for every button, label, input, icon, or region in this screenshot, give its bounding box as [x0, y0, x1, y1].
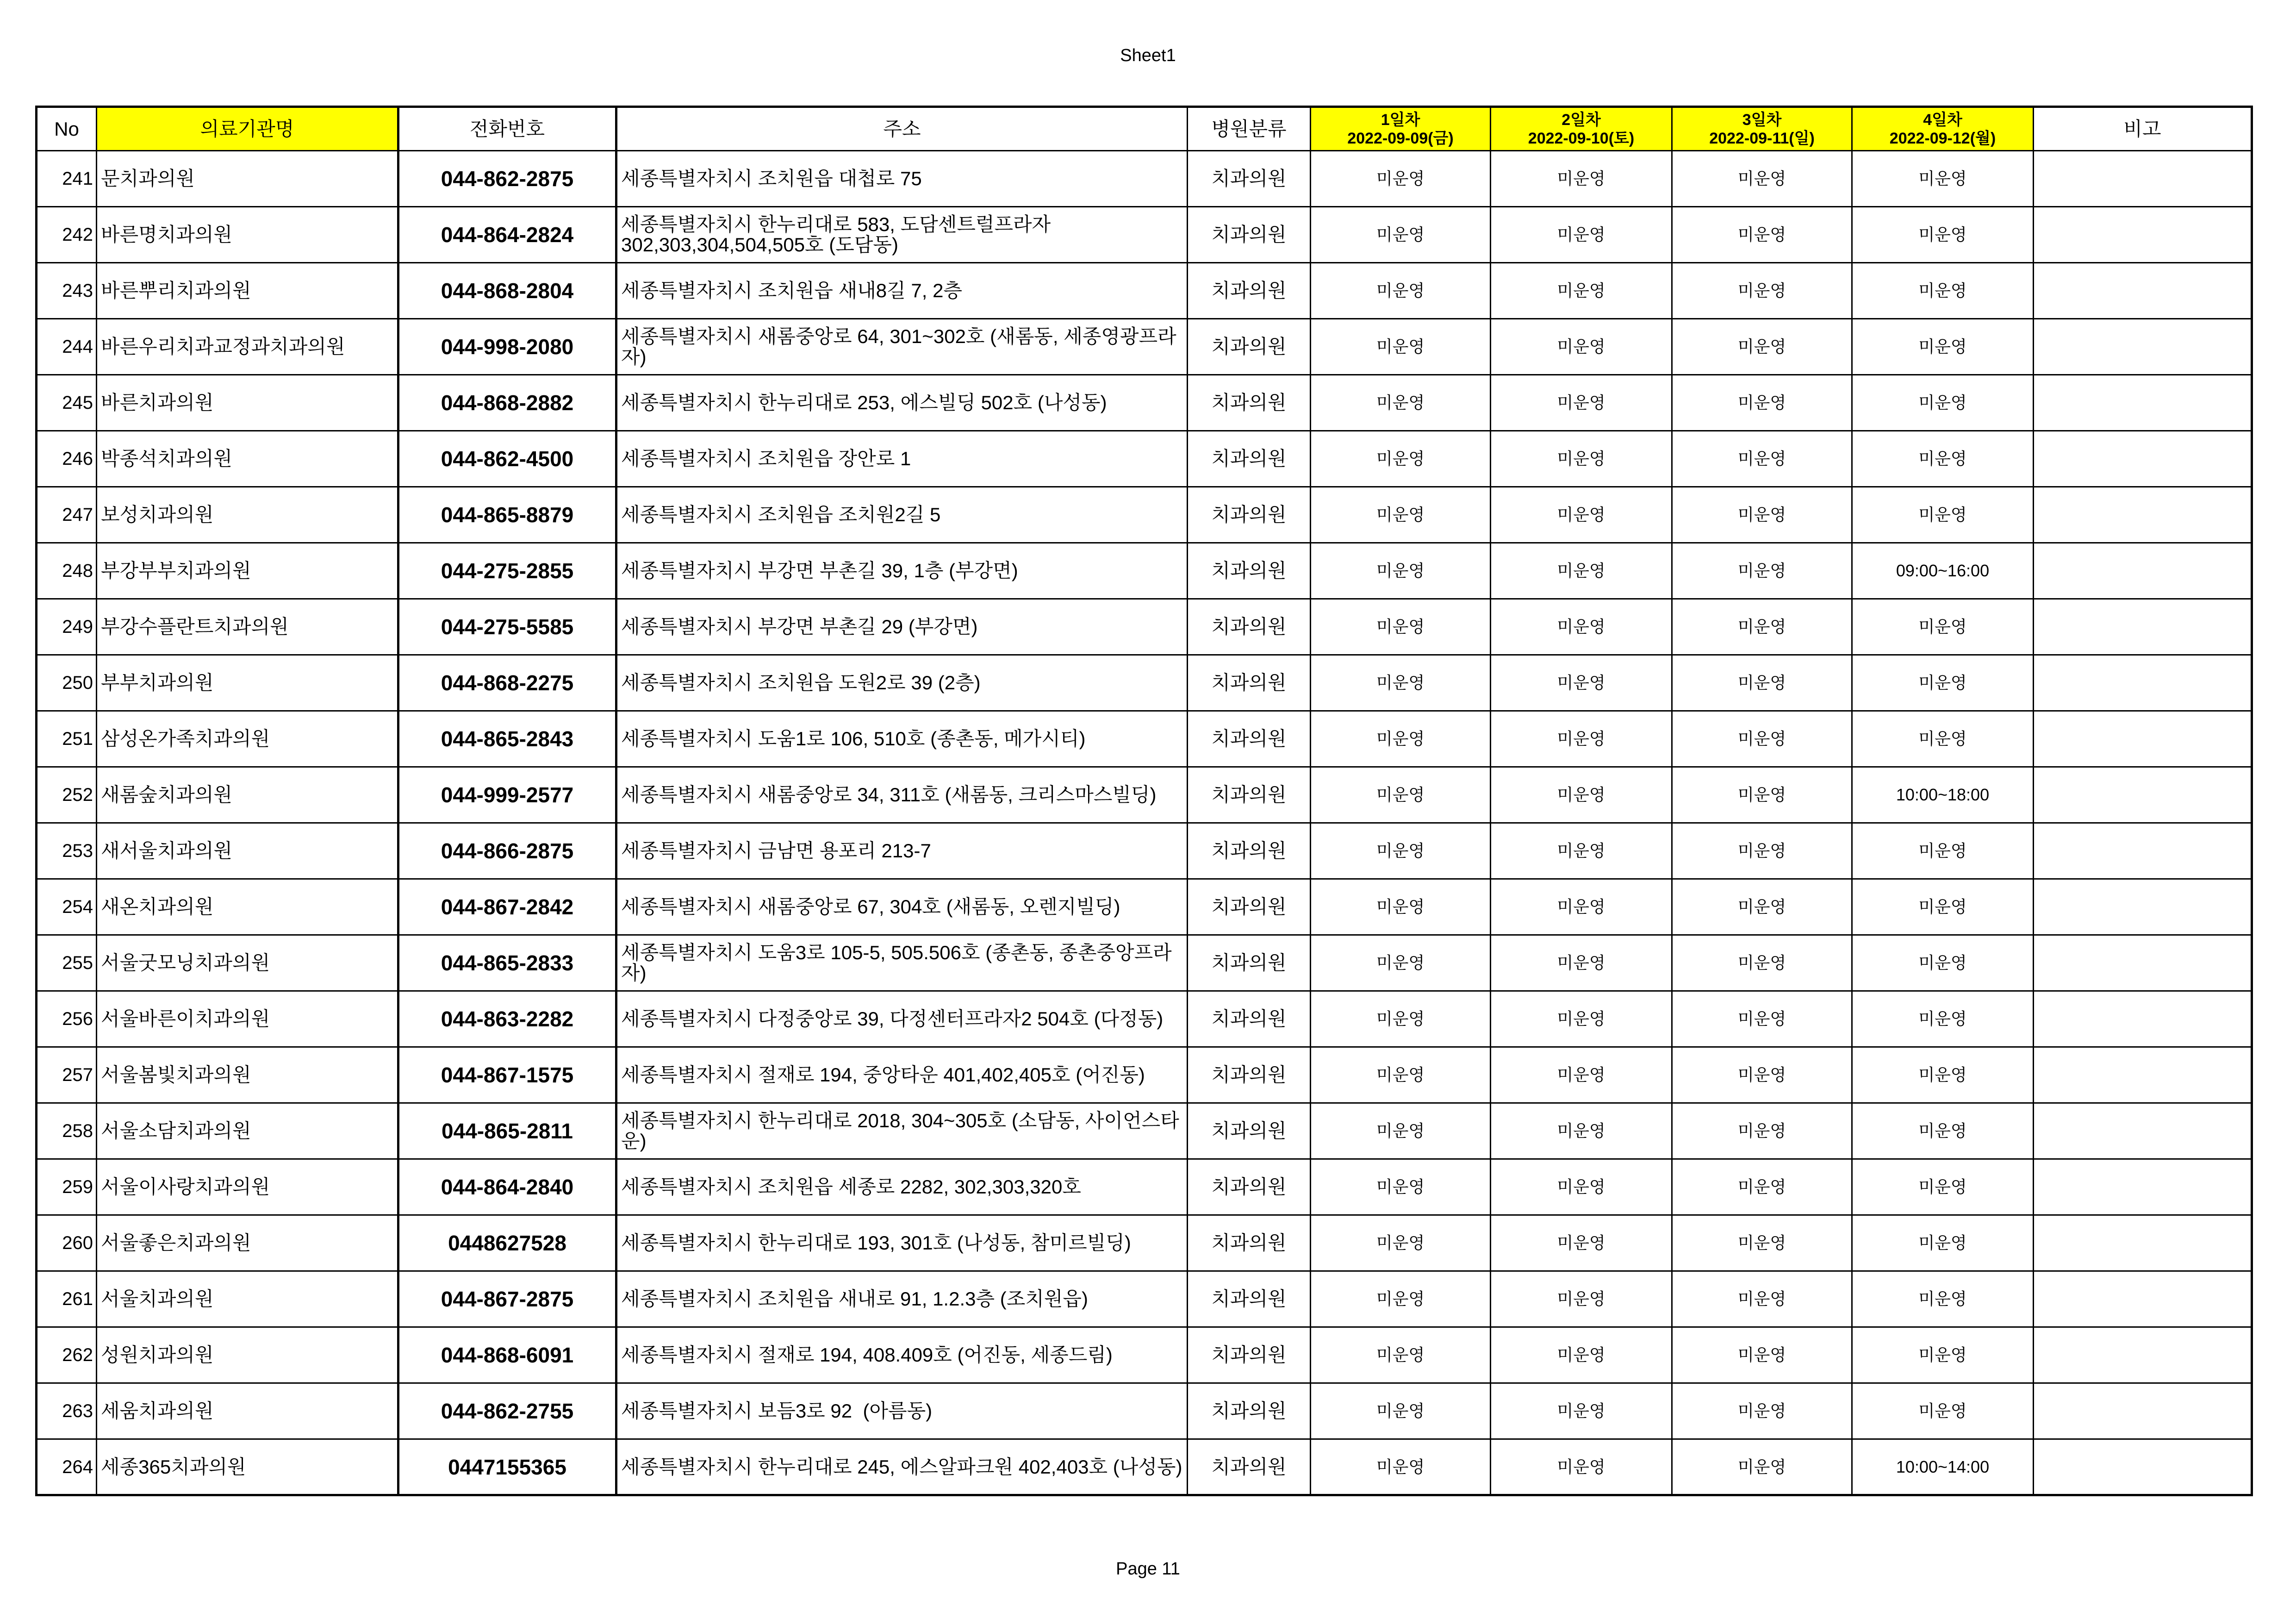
- cell-address: 세종특별자치시 새롬중앙로 34, 311호 (새롬동, 크리스마스빌딩): [616, 767, 1188, 823]
- cell-category: 치과의원: [1188, 1271, 1311, 1327]
- cell-day2: 미운영: [1491, 991, 1672, 1047]
- cell-day1: 미운영: [1311, 599, 1491, 655]
- cell-day2: 미운영: [1491, 207, 1672, 263]
- cell-name: 문치과의원: [97, 151, 398, 207]
- cell-note: [2034, 375, 2252, 431]
- page-number: Page 11: [1116, 1559, 1180, 1579]
- hospital-table: [35, 106, 2253, 1496]
- cell-name: 서울좋은치과의원: [97, 1215, 398, 1271]
- table-row: [37, 767, 2252, 823]
- cell-day3: 미운영: [1672, 599, 1852, 655]
- cell-day1: 미운영: [1311, 207, 1491, 263]
- header-day2-date: 2022-09-10(토): [1528, 129, 1635, 147]
- cell-phone: 044-868-6091: [398, 1327, 616, 1383]
- cell-name: 부강부부치과의원: [97, 543, 398, 599]
- cell-name: 부부치과의원: [97, 655, 398, 711]
- cell-category: 치과의원: [1188, 1215, 1311, 1271]
- cell-address: 세종특별자치시 조치원읍 새내로 91, 1.2.3층 (조치원읍): [616, 1271, 1188, 1327]
- cell-day1: 미운영: [1311, 431, 1491, 487]
- cell-day2: 미운영: [1491, 487, 1672, 543]
- table-row: [37, 1047, 2252, 1103]
- cell-name: 바른명치과의원: [97, 207, 398, 263]
- cell-day4: 미운영: [1852, 935, 2034, 991]
- cell-category: 치과의원: [1188, 1103, 1311, 1159]
- header-day1-date: 2022-09-09(금): [1347, 129, 1454, 147]
- table-row: [37, 375, 2252, 431]
- cell-no: 249: [37, 599, 97, 655]
- cell-address: 세종특별자치시 금남면 용포리 213-7: [616, 823, 1188, 879]
- cell-day4: 미운영: [1852, 1047, 2034, 1103]
- cell-day3: 미운영: [1672, 487, 1852, 543]
- cell-day4: 미운영: [1852, 1159, 2034, 1215]
- cell-day3: 미운영: [1672, 1439, 1852, 1495]
- header-day1: [1311, 107, 1491, 151]
- cell-name: 서울봄빛치과의원: [97, 1047, 398, 1103]
- cell-day2: 미운영: [1491, 1383, 1672, 1439]
- cell-day3: 미운영: [1672, 991, 1852, 1047]
- cell-no: 252: [37, 767, 97, 823]
- cell-day2: 미운영: [1491, 1047, 1672, 1103]
- cell-address: 세종특별자치시 한누리대로 245, 에스알파크원 402,403호 (나성동): [616, 1439, 1188, 1495]
- cell-address: 세종특별자치시 한누리대로 193, 301호 (나성동, 참미르빌딩): [616, 1215, 1188, 1271]
- cell-phone: 044-865-2833: [398, 935, 616, 991]
- cell-name: 서울소담치과의원: [97, 1103, 398, 1159]
- cell-day3: 미운영: [1672, 151, 1852, 207]
- cell-day3: 미운영: [1672, 1383, 1852, 1439]
- cell-day1: 미운영: [1311, 1047, 1491, 1103]
- header-phone: 전화번호: [398, 107, 616, 151]
- cell-name: 세종365치과의원: [97, 1439, 398, 1495]
- cell-phone: 044-864-2824: [398, 207, 616, 263]
- header-day4: [1852, 107, 2034, 151]
- cell-note: [2034, 935, 2252, 991]
- cell-day1: 미운영: [1311, 711, 1491, 767]
- cell-category: 치과의원: [1188, 207, 1311, 263]
- cell-day1: 미운영: [1311, 1215, 1491, 1271]
- cell-note: [2034, 1047, 2252, 1103]
- cell-day3: 미운영: [1672, 543, 1852, 599]
- cell-note: [2034, 1159, 2252, 1215]
- cell-note: [2034, 487, 2252, 543]
- cell-category: 치과의원: [1188, 375, 1311, 431]
- cell-phone: 044-868-2275: [398, 655, 616, 711]
- cell-category: 치과의원: [1188, 543, 1311, 599]
- cell-day2: 미운영: [1491, 1439, 1672, 1495]
- header-category: 병원분류: [1188, 107, 1311, 151]
- cell-note: [2034, 767, 2252, 823]
- cell-note: [2034, 599, 2252, 655]
- cell-no: 263: [37, 1383, 97, 1439]
- cell-no: 248: [37, 543, 97, 599]
- cell-address: 세종특별자치시 한누리대로 253, 에스빌딩 502호 (나성동): [616, 375, 1188, 431]
- cell-day1: 미운영: [1311, 879, 1491, 935]
- cell-phone: 044-867-1575: [398, 1047, 616, 1103]
- cell-day2: 미운영: [1491, 151, 1672, 207]
- cell-category: 치과의원: [1188, 1327, 1311, 1383]
- cell-day1: 미운영: [1311, 991, 1491, 1047]
- cell-note: [2034, 655, 2252, 711]
- cell-day3: 미운영: [1672, 263, 1852, 319]
- cell-note: [2034, 823, 2252, 879]
- cell-day2: 미운영: [1491, 1327, 1672, 1383]
- cell-day1: 미운영: [1311, 543, 1491, 599]
- cell-name: 새온치과의원: [97, 879, 398, 935]
- cell-day3: 미운영: [1672, 767, 1852, 823]
- cell-day1: 미운영: [1311, 151, 1491, 207]
- cell-no: 261: [37, 1271, 97, 1327]
- cell-no: 253: [37, 823, 97, 879]
- table-row: [37, 991, 2252, 1047]
- cell-day4: 미운영: [1852, 991, 2034, 1047]
- cell-category: 치과의원: [1188, 767, 1311, 823]
- cell-day2: 미운영: [1491, 935, 1672, 991]
- cell-category: 치과의원: [1188, 1159, 1311, 1215]
- cell-day1: 미운영: [1311, 319, 1491, 375]
- cell-name: 삼성온가족치과의원: [97, 711, 398, 767]
- cell-name: 성원치과의원: [97, 1327, 398, 1383]
- cell-name: 서울치과의원: [97, 1271, 398, 1327]
- cell-day4: 미운영: [1852, 823, 2034, 879]
- cell-note: [2034, 1271, 2252, 1327]
- cell-address: 세종특별자치시 조치원읍 도원2로 39 (2층): [616, 655, 1188, 711]
- cell-day4: 미운영: [1852, 879, 2034, 935]
- cell-note: [2034, 711, 2252, 767]
- cell-day1: 미운영: [1311, 1159, 1491, 1215]
- cell-day1: 미운영: [1311, 487, 1491, 543]
- cell-day3: 미운영: [1672, 1047, 1852, 1103]
- cell-day2: 미운영: [1491, 431, 1672, 487]
- cell-day4: 미운영: [1852, 1383, 2034, 1439]
- cell-phone: 044-866-2875: [398, 823, 616, 879]
- cell-no: 254: [37, 879, 97, 935]
- cell-address: 세종특별자치시 한누리대로 583, 도담센트럴프라자 302,303,304,504,505호 (도담동): [616, 207, 1188, 263]
- cell-note: [2034, 431, 2252, 487]
- cell-no: 258: [37, 1103, 97, 1159]
- header-day3-date: 2022-09-11(일): [1709, 129, 1815, 147]
- cell-day2: 미운영: [1491, 823, 1672, 879]
- table-row: [37, 823, 2252, 879]
- table-row: [37, 599, 2252, 655]
- cell-category: 치과의원: [1188, 599, 1311, 655]
- cell-address: 세종특별자치시 조치원읍 새내8길 7, 2층: [616, 263, 1188, 319]
- cell-category: 치과의원: [1188, 711, 1311, 767]
- cell-note: [2034, 1383, 2252, 1439]
- cell-address: 세종특별자치시 새롬중앙로 64, 301~302호 (새롬동, 세종영광프라자): [616, 319, 1188, 375]
- header-day1-label: 1일차: [1381, 111, 1420, 129]
- cell-phone: 044-865-2811: [398, 1103, 616, 1159]
- cell-day2: 미운영: [1491, 1271, 1672, 1327]
- header-day3-label: 3일차: [1742, 111, 1782, 129]
- cell-day2: 미운영: [1491, 599, 1672, 655]
- cell-day4: 미운영: [1852, 319, 2034, 375]
- cell-day4: 미운영: [1852, 207, 2034, 263]
- table-row: [37, 711, 2252, 767]
- cell-day3: 미운영: [1672, 711, 1852, 767]
- cell-category: 치과의원: [1188, 487, 1311, 543]
- cell-phone: 0448627528: [398, 1215, 616, 1271]
- cell-no: 257: [37, 1047, 97, 1103]
- cell-phone: 044-867-2875: [398, 1271, 616, 1327]
- cell-day1: 미운영: [1311, 1271, 1491, 1327]
- table-row: [37, 319, 2252, 375]
- cell-no: 246: [37, 431, 97, 487]
- cell-day2: 미운영: [1491, 263, 1672, 319]
- cell-day4: 미운영: [1852, 711, 2034, 767]
- cell-day1: 미운영: [1311, 655, 1491, 711]
- table-row: [37, 1271, 2252, 1327]
- cell-note: [2034, 207, 2252, 263]
- cell-category: 치과의원: [1188, 991, 1311, 1047]
- cell-address: 세종특별자치시 절재로 194, 408.409호 (어진동, 세종드림): [616, 1327, 1188, 1383]
- cell-category: 치과의원: [1188, 431, 1311, 487]
- cell-day1: 미운영: [1311, 263, 1491, 319]
- cell-category: 치과의원: [1188, 151, 1311, 207]
- cell-day3: 미운영: [1672, 1215, 1852, 1271]
- cell-phone: 044-999-2577: [398, 767, 616, 823]
- cell-day1: 미운영: [1311, 375, 1491, 431]
- cell-name: 보성치과의원: [97, 487, 398, 543]
- header-day3: [1672, 107, 1852, 151]
- cell-name: 바른우리치과교정과치과의원: [97, 319, 398, 375]
- cell-day3: 미운영: [1672, 935, 1852, 991]
- cell-day1: 미운영: [1311, 767, 1491, 823]
- cell-day4: 미운영: [1852, 151, 2034, 207]
- cell-name: 서울굿모닝치과의원: [97, 935, 398, 991]
- table-row: [37, 151, 2252, 207]
- cell-day3: 미운영: [1672, 1327, 1852, 1383]
- cell-day3: 미운영: [1672, 879, 1852, 935]
- cell-note: [2034, 319, 2252, 375]
- cell-no: 260: [37, 1215, 97, 1271]
- cell-phone: 044-865-2843: [398, 711, 616, 767]
- table-row: [37, 1327, 2252, 1383]
- header-day4-date: 2022-09-12(월): [1889, 129, 1996, 147]
- cell-day1: 미운영: [1311, 1103, 1491, 1159]
- cell-no: 247: [37, 487, 97, 543]
- header-note: 비고: [2034, 107, 2252, 151]
- cell-name: 박종석치과의원: [97, 431, 398, 487]
- cell-day4: 미운영: [1852, 1103, 2034, 1159]
- cell-day2: 미운영: [1491, 767, 1672, 823]
- cell-day4: 미운영: [1852, 1271, 2034, 1327]
- cell-phone: 044-868-2804: [398, 263, 616, 319]
- header-no: No: [37, 107, 97, 151]
- cell-name: 부강수플란트치과의원: [97, 599, 398, 655]
- table-row: [37, 1439, 2252, 1495]
- cell-no: 245: [37, 375, 97, 431]
- table-row: [37, 1103, 2252, 1159]
- cell-day3: 미운영: [1672, 319, 1852, 375]
- cell-phone: 044-275-5585: [398, 599, 616, 655]
- cell-name: 새롬숲치과의원: [97, 767, 398, 823]
- cell-category: 치과의원: [1188, 935, 1311, 991]
- cell-day1: 미운영: [1311, 935, 1491, 991]
- cell-address: 세종특별자치시 도움3로 105-5, 505.506호 (종촌동, 종촌중앙프라자): [616, 935, 1188, 991]
- cell-no: 243: [37, 263, 97, 319]
- cell-day2: 미운영: [1491, 375, 1672, 431]
- cell-no: 251: [37, 711, 97, 767]
- cell-note: [2034, 879, 2252, 935]
- cell-phone: 044-867-2842: [398, 879, 616, 935]
- cell-address: 세종특별자치시 조치원읍 장안로 1: [616, 431, 1188, 487]
- cell-day1: 미운영: [1311, 1439, 1491, 1495]
- table-row: [37, 543, 2252, 599]
- cell-category: 치과의원: [1188, 1383, 1311, 1439]
- cell-address: 세종특별자치시 새롬중앙로 67, 304호 (새롬동, 오렌지빌딩): [616, 879, 1188, 935]
- cell-day3: 미운영: [1672, 431, 1852, 487]
- cell-day3: 미운영: [1672, 1103, 1852, 1159]
- table-row: [37, 263, 2252, 319]
- cell-day4: 미운영: [1852, 655, 2034, 711]
- cell-day3: 미운영: [1672, 1271, 1852, 1327]
- cell-phone: 044-862-2875: [398, 151, 616, 207]
- table-row: [37, 879, 2252, 935]
- header-day2-label: 2일차: [1562, 111, 1601, 129]
- cell-name: 바른치과의원: [97, 375, 398, 431]
- header-row: [37, 107, 2252, 151]
- cell-phone: 044-998-2080: [398, 319, 616, 375]
- cell-day2: 미운영: [1491, 1159, 1672, 1215]
- cell-day4: 미운영: [1852, 375, 2034, 431]
- cell-note: [2034, 991, 2252, 1047]
- cell-address: 세종특별자치시 조치원읍 대첩로 75: [616, 151, 1188, 207]
- cell-phone: 044-275-2855: [398, 543, 616, 599]
- cell-note: [2034, 1215, 2252, 1271]
- cell-phone: 044-864-2840: [398, 1159, 616, 1215]
- cell-day3: 미운영: [1672, 823, 1852, 879]
- cell-no: 256: [37, 991, 97, 1047]
- cell-address: 세종특별자치시 다정중앙로 39, 다정센터프라자2 504호 (다정동): [616, 991, 1188, 1047]
- cell-note: [2034, 263, 2252, 319]
- cell-day1: 미운영: [1311, 823, 1491, 879]
- cell-address: 세종특별자치시 도움1로 106, 510호 (종촌동, 메가시티): [616, 711, 1188, 767]
- cell-no: 250: [37, 655, 97, 711]
- table-header: [37, 107, 2252, 151]
- cell-day4: 10:00~14:00: [1852, 1439, 2034, 1495]
- cell-no: 241: [37, 151, 97, 207]
- cell-phone: 044-862-2755: [398, 1383, 616, 1439]
- cell-day3: 미운영: [1672, 375, 1852, 431]
- table-row: [37, 207, 2252, 263]
- cell-name: 서울이사랑치과의원: [97, 1159, 398, 1215]
- cell-no: 264: [37, 1439, 97, 1495]
- cell-phone: 044-862-4500: [398, 431, 616, 487]
- cell-day2: 미운영: [1491, 711, 1672, 767]
- cell-day4: 미운영: [1852, 1327, 2034, 1383]
- cell-day2: 미운영: [1491, 1103, 1672, 1159]
- cell-address: 세종특별자치시 부강면 부촌길 39, 1층 (부강면): [616, 543, 1188, 599]
- cell-day2: 미운영: [1491, 319, 1672, 375]
- cell-address: 세종특별자치시 절재로 194, 중앙타운 401,402,405호 (어진동): [616, 1047, 1188, 1103]
- cell-day2: 미운영: [1491, 879, 1672, 935]
- table-row: [37, 1159, 2252, 1215]
- cell-note: [2034, 1439, 2252, 1495]
- table-row: [37, 1215, 2252, 1271]
- cell-day3: 미운영: [1672, 1159, 1852, 1215]
- cell-category: 치과의원: [1188, 823, 1311, 879]
- cell-address: 세종특별자치시 한누리대로 2018, 304~305호 (소담동, 사이언스타운): [616, 1103, 1188, 1159]
- cell-category: 치과의원: [1188, 263, 1311, 319]
- table-row: [37, 487, 2252, 543]
- table-row: [37, 431, 2252, 487]
- cell-day4: 미운영: [1852, 431, 2034, 487]
- cell-day1: 미운영: [1311, 1383, 1491, 1439]
- cell-day1: 미운영: [1311, 1327, 1491, 1383]
- cell-day2: 미운영: [1491, 543, 1672, 599]
- table-row: [37, 655, 2252, 711]
- cell-day2: 미운영: [1491, 1215, 1672, 1271]
- cell-no: 242: [37, 207, 97, 263]
- cell-address: 세종특별자치시 조치원읍 세종로 2282, 302,303,320호: [616, 1159, 1188, 1215]
- cell-day4: 미운영: [1852, 487, 2034, 543]
- cell-category: 치과의원: [1188, 319, 1311, 375]
- cell-day3: 미운영: [1672, 207, 1852, 263]
- cell-day3: 미운영: [1672, 655, 1852, 711]
- table-row: [37, 935, 2252, 991]
- cell-address: 세종특별자치시 조치원읍 조치원2길 5: [616, 487, 1188, 543]
- cell-no: 259: [37, 1159, 97, 1215]
- cell-category: 치과의원: [1188, 1047, 1311, 1103]
- cell-note: [2034, 151, 2252, 207]
- header-name: 의료기관명: [97, 107, 398, 151]
- header-address: 주소: [616, 107, 1188, 151]
- cell-day2: 미운영: [1491, 655, 1672, 711]
- cell-category: 치과의원: [1188, 655, 1311, 711]
- cell-address: 세종특별자치시 부강면 부촌길 29 (부강면): [616, 599, 1188, 655]
- cell-phone: 044-868-2882: [398, 375, 616, 431]
- cell-phone: 0447155365: [398, 1439, 616, 1495]
- cell-day4: 10:00~18:00: [1852, 767, 2034, 823]
- cell-category: 치과의원: [1188, 879, 1311, 935]
- cell-day4: 09:00~16:00: [1852, 543, 2034, 599]
- sheet-title: Sheet1: [1120, 46, 1176, 65]
- cell-category: 치과의원: [1188, 1439, 1311, 1495]
- table-body: [37, 151, 2252, 1495]
- cell-no: 244: [37, 319, 97, 375]
- cell-note: [2034, 1327, 2252, 1383]
- cell-name: 서울바른이치과의원: [97, 991, 398, 1047]
- cell-no: 255: [37, 935, 97, 991]
- table-row: [37, 1383, 2252, 1439]
- cell-phone: 044-863-2282: [398, 991, 616, 1047]
- cell-name: 세움치과의원: [97, 1383, 398, 1439]
- cell-name: 바른뿌리치과의원: [97, 263, 398, 319]
- cell-note: [2034, 1103, 2252, 1159]
- cell-address: 세종특별자치시 보듬3로 92 (아름동): [616, 1383, 1188, 1439]
- header-day2: [1491, 107, 1672, 151]
- cell-note: [2034, 543, 2252, 599]
- header-day4-label: 4일차: [1923, 111, 1962, 129]
- cell-day4: 미운영: [1852, 599, 2034, 655]
- cell-phone: 044-865-8879: [398, 487, 616, 543]
- cell-day4: 미운영: [1852, 1215, 2034, 1271]
- cell-name: 새서울치과의원: [97, 823, 398, 879]
- cell-day4: 미운영: [1852, 263, 2034, 319]
- cell-no: 262: [37, 1327, 97, 1383]
